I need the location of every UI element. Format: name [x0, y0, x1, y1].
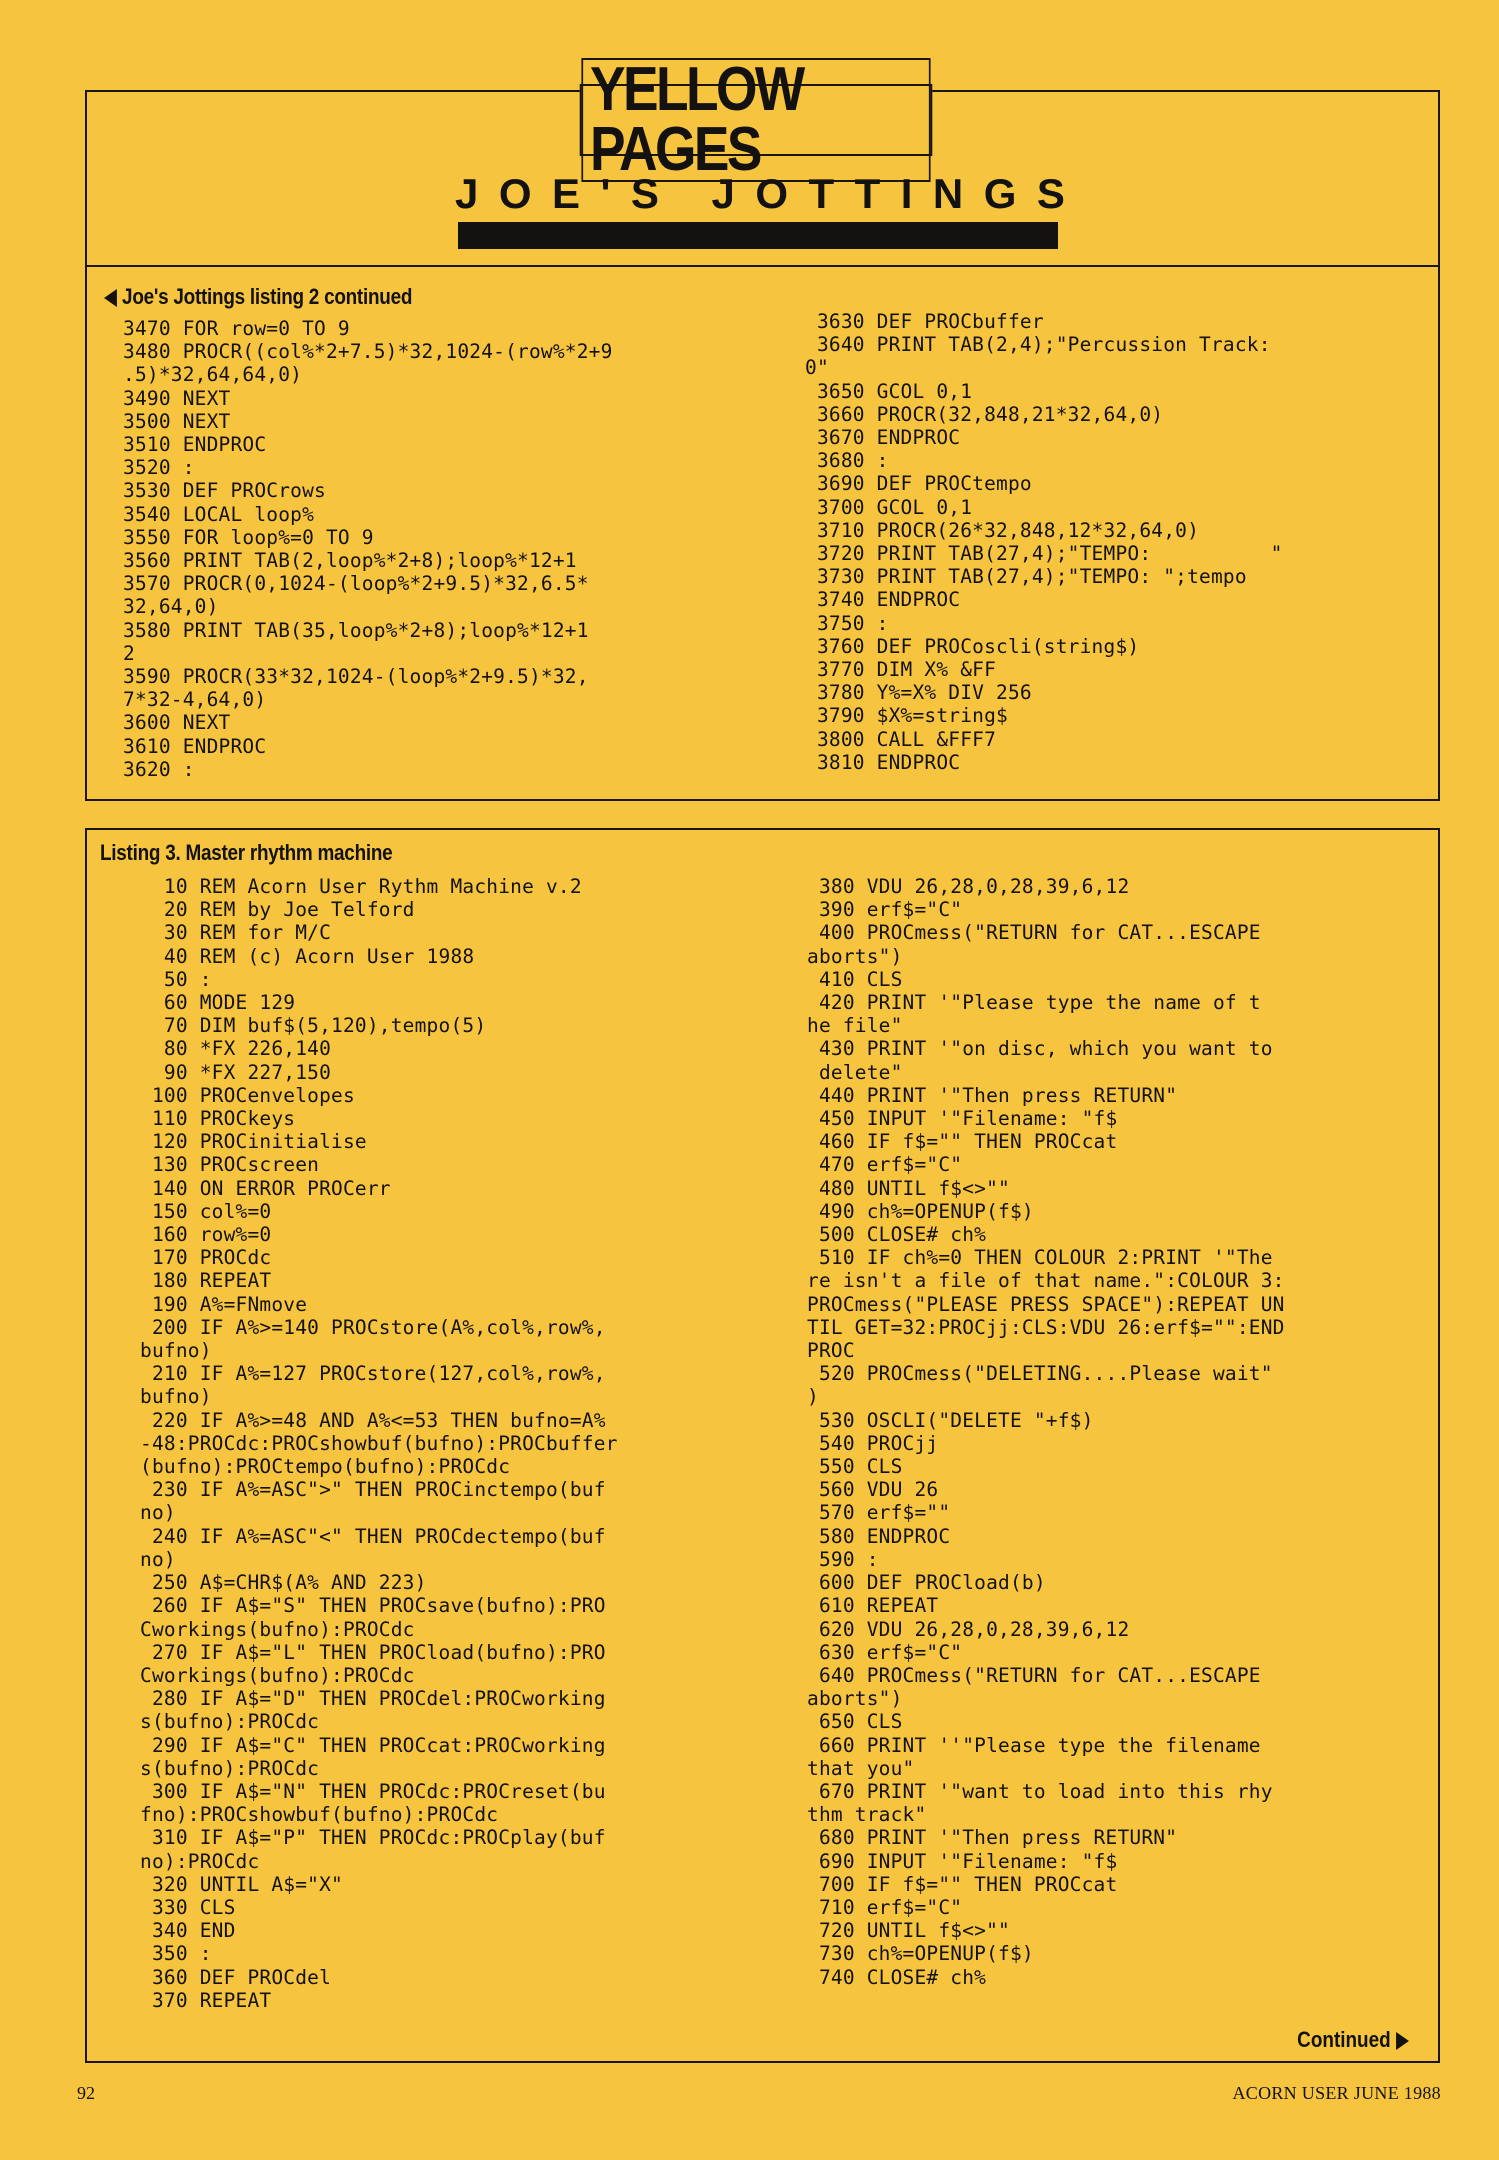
section-letter: N: [932, 170, 964, 217]
listing3-right-column: 380 VDU 26,28,0,28,39,6,12 390 erf$="C" 400 PROCmess("RETURN for CAT...ESCAPE aborts") 410 CLS 420 PRINT '"Please type the name of t he file" 430 PRINT '"on disc, which you want to delete" 440 PRINT '"Then press RETURN" 450 INPUT '"Filename: "f$ 460 IF f$="" THEN PROCcat 470 erf$="C" 480 UNTIL f$<>"" 490 ch%=OPENUP(f$) 500 CLOSE# ch% 510 IF ch%=0 THEN COLOUR 2:PRINT '"The re isn't a file of that name.":COLOUR 3: PROCmess("PLEASE PRESS SPACE"):REPEAT UN TIL GET=32:PROCjj:CLS:VDU 26:erf$="":END PROC 520 PROCmess("DELETING....Please wait" ) 530 OSCLI("DELETE "+f$) 540 PROCjj 550 CLS 560 VDU 26 570 erf$="" 580 ENDPROC 590 : 600 DEF PROCload(b) 610 REPEAT 620 VDU 26,28,0,28,39,6,12 630 erf$="C" 640 PROCmess("RETURN for CAT...ESCAPE aborts") 650 CLS 660 PRINT ''"Please type the filename that you" 670 PRINT '"want to load into this rhy thm track" 680 PRINT '"Then press RETURN" 690 INPUT '"Filename: "f$ 700 IF f$="" THEN PROCcat 710 erf$="C" 720 UNTIL f$<>"" 730 ch%=OPENUP(f$) 740 CLOSE# ch%: [807, 875, 1285, 1989]
section-letter: J: [711, 170, 735, 217]
section-letter: S: [1036, 170, 1065, 217]
section-letter: E: [551, 170, 580, 217]
section-letter: I: [900, 170, 913, 217]
continued-label: [1297, 2027, 1409, 2053]
page-number: 92: [77, 2083, 95, 2103]
section-letter: G: [983, 170, 1017, 217]
listing3-caption: Listing 3. Master rhythm machine: [100, 840, 393, 865]
listing3-left-column: 10 REM Acorn User Rythm Machine v.2 20 REM by Joe Telford 30 REM for M/C 40 REM (c) Acorn User 1988 50 : 60 MODE 129 70 DIM buf$(5,120),tempo(5) 80 *FX 226,140 90 *FX 227,150 100 PROCenvelopes 110 PROCkeys 120 PROCinitialise 130 PROCscreen 140 ON ERROR PROCerr 150 col%=0 160 row%=0 170 PROCdc 180 REPEAT 190 A%=FNmove 200 IF A%>=140 PROCstore(A%,col%,row%, bufno) 210 IF A%=127 PROCstore(127,col%,row%, bufno) 220 IF A%>=48 AND A%<=53 THEN bufno=A% -48:PROCdc:PROCshowbuf(bufno):PROCbuffer (bufno):PROCtempo(bufno):PROCdc 230 IF A%=ASC">" THEN PROCinctempo(buf no) 240 IF A%=ASC"<" THEN PROCdectempo(buf no) 250 A$=CHR$(A% AND 223) 260 IF A$="S" THEN PROCsave(bufno):PRO Cworkings(bufno):PROCdc 270 IF A$="L" THEN PROCload(bufno):PRO Cworkings(bufno):PROCdc 280 IF A$="D" THEN PROCdel:PROCworking s(bufno):PROCdc 290 IF A$="C" THEN PROCcat:PROCworking s(bufno):PROCdc 300 IF A$="N" THEN PROCdc:PROCreset(bu fno):PROCshowbuf(bufno):PROCdc 310 IF A$="P" THEN PROCdc:PROCplay(buf no):PROCdc 320 UNTIL A$="X" 330 CLS 340 END 350 : 360 DEF PROCdel 370 REPEAT: [140, 875, 618, 2012]
continued-text: Continued: [1297, 2027, 1391, 2052]
masthead: [580, 55, 933, 184]
listing2-caption-text: Joe's Jottings listing 2 continued: [122, 284, 413, 309]
section-letter: O: [498, 170, 532, 217]
section-letter: O: [755, 170, 789, 217]
magazine-footer: ACORN USER JUNE 1988: [1232, 2083, 1441, 2103]
listing2-right-column: 3630 DEF PROCbuffer 3640 PRINT TAB(2,4);"Percussion Track: 0" 3650 GCOL 0,1 3660 PROCR(32,848,21*32,64,0) 3670 ENDPROC 3680 : 3690 DEF PROCtempo 3700 GCOL 0,1 3710 PROCR(26*32,848,12*32,64,0) 3720 PRINT TAB(27,4);"TEMPO: " 3730 PRINT TAB(27,4);"TEMPO: ";tempo 3740 ENDPROC 3750 : 3760 DEF PROCoscli(string$) 3770 DIM X% &FF 3780 Y%=X% DIV 256 3790 $X%=string$ 3800 CALL &FFF7 3810 ENDPROC: [805, 310, 1283, 774]
section-rule-bar: [458, 222, 1058, 249]
listing2-left-column: 3470 FOR row=0 TO 9 3480 PROCR((col%*2+7.5)*32,1024-(row%*2+9 .5)*32,64,64,0) 3490 NEXT 3500 NEXT 3510 ENDPROC 3520 : 3530 DEF PROCrows 3540 LOCAL loop% 3550 FOR loop%=0 TO 9 3560 PRINT TAB(2,loop%*2+8);loop%*12+1 3570 PROCR(0,1024-(loop%*2+9.5)*32,6.5* 32,64,0) 3580 PRINT TAB(35,loop%*2+8);loop%*12+1 2 3590 PROCR(33*32,1024-(loop%*2+9.5)*32, 7*32-4,64,0) 3600 NEXT 3610 ENDPROC 3620 :: [123, 317, 613, 781]
section-letter: J: [455, 170, 479, 217]
section-letter: ': [600, 170, 611, 217]
masthead-title: YELLOW PAGES: [581, 58, 930, 182]
arrow-left-icon: [104, 289, 117, 307]
listing2-caption: [104, 284, 412, 310]
section-letter: S: [630, 170, 659, 217]
section-letter: T: [808, 170, 835, 217]
section-title: [455, 168, 1065, 220]
section-letter: T: [854, 170, 881, 217]
section-letter: [679, 170, 691, 218]
arrow-right-icon: [1396, 2032, 1409, 2050]
